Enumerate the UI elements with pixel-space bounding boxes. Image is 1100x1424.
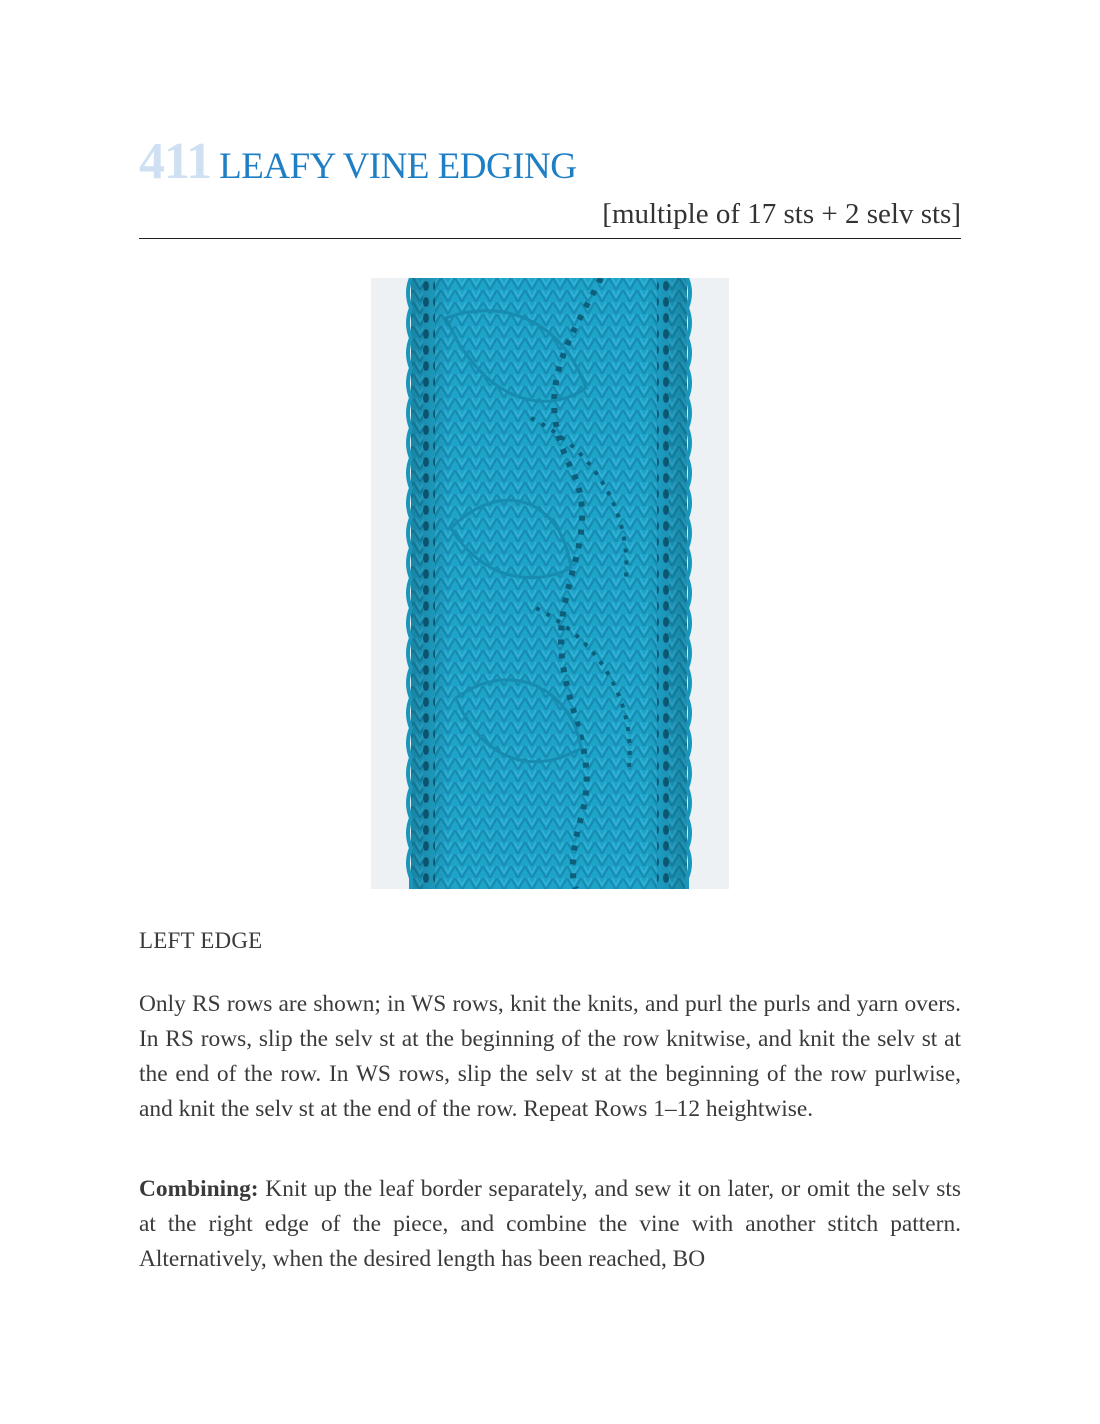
pattern-title-row [139,132,577,191]
combining-text: Knit up the leaf border separately, and sew it on later, or omit the selv sts at the right edge of the piece, and combine the vine with another stitch pattern. Alternatively, when the desired length has been reached, BO [139,1176,961,1272]
instructions-paragraph: Only RS rows are shown; in WS rows, knit the knits, and purl the purls and yarn overs. In RS rows, slip the selv st at the beginning of the row knitwise, and knit the selv st at the end of the row. In WS rows, slip the selv st at the beginning of the row purlwise, and knit the selv st at the end of the row. Repeat Rows 1–12 heightwise. [139,991,961,1122]
stitch-multiple: [multiple of 17 sts + 2 selv sts] [602,198,961,230]
section-heading: LEFT EDGE [139,928,263,953]
pattern-number: 411 [139,133,212,190]
combining-label: Combining: [139,1176,259,1202]
knitted-swatch-image [371,278,729,889]
combining-paragraph [139,1172,961,1277]
title-divider [139,238,961,239]
swatch-photo [371,278,729,889]
pattern-title: LEAFY VINE EDGING [219,146,577,187]
